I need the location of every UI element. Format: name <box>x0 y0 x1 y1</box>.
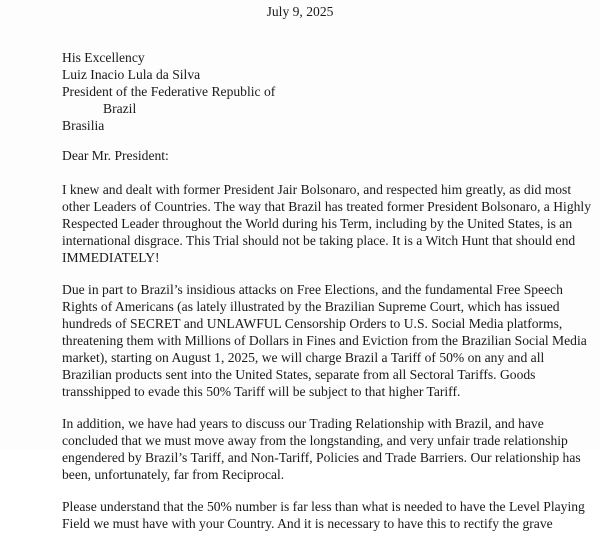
paragraph-2 <box>62 281 607 400</box>
address-line: Brasilia <box>62 118 105 133</box>
paragraph-3 <box>62 415 607 483</box>
salutation: Dear Mr. President: <box>62 148 169 163</box>
address-line: His Excellency <box>62 50 145 65</box>
paragraph-line: international disgrace. This Trial should not be taking place. It is a Witch Hunt that should end <box>62 233 576 248</box>
paragraph-4 <box>62 498 607 532</box>
letter-body <box>62 181 607 547</box>
address-line: Brazil <box>103 101 137 116</box>
paragraph-line: hundreds of SECRET and UNLAWFUL Censorship Orders to U.S. Social Media platforms, <box>62 316 563 331</box>
address-line: President of the Federative Republic of <box>62 84 276 99</box>
letter-date: July 9, 2025 <box>266 4 334 19</box>
paragraph-line: engendered by Brazil’s Tariff, and Non-Tariff, Policies and Trade Barriers. Our relationship has <box>62 450 581 465</box>
paragraph-line: Rights of Americans (as lately illustrated by the Brazilian Supreme Court, which has issued <box>62 299 560 314</box>
address-line: Luiz Inacio Lula da Silva <box>62 67 201 82</box>
paragraph-line: concluded that we must move away from the longstanding, and very unfair trade relationship <box>62 433 568 448</box>
paragraph-line: threatening them with Millions of Dollars in Fines and Eviction from the Brazilian Social Media <box>62 333 587 348</box>
paragraph-1 <box>62 181 607 266</box>
paragraph-line: Due in part to Brazil’s insidious attacks on Free Elections, and the fundamental Free Speech <box>62 282 563 297</box>
recipient-address-block <box>62 49 275 134</box>
paragraph-line: transshipped to evade this 50% Tariff will be subject to that higher Tariff. <box>62 384 461 399</box>
paragraph-line: Respected Leader throughout the World during his Term, including by the United States, is an <box>62 216 573 231</box>
paragraph-line: I knew and dealt with former President Jair Bolsonaro, and respected him greatly, as did most <box>62 182 572 197</box>
paragraph-line: market), starting on August 1, 2025, we will charge Brazil a Tariff of 50% on any and all <box>62 350 545 365</box>
paragraph-line: Field we must have with your Country. And it is necessary to have this to rectify the grave <box>62 516 553 531</box>
paragraph-line: IMMEDIATELY! <box>62 250 160 265</box>
paragraph-line: In addition, we have had years to discuss our Trading Relationship with Brazil, and have <box>62 416 544 431</box>
paragraph-line: other Leaders of Countries. The way that Brazil has treated former President Bolsonaro, a Highly <box>62 199 591 214</box>
paragraph-line: Brazilian products sent into the United States, separate from all Sectoral Tariffs. Goods <box>62 367 536 382</box>
paragraph-line: been, unfortunately, far from Reciprocal. <box>62 467 285 482</box>
paragraph-line: Please understand that the 50% number is far less than what is needed to have the Level Playing <box>62 499 585 514</box>
